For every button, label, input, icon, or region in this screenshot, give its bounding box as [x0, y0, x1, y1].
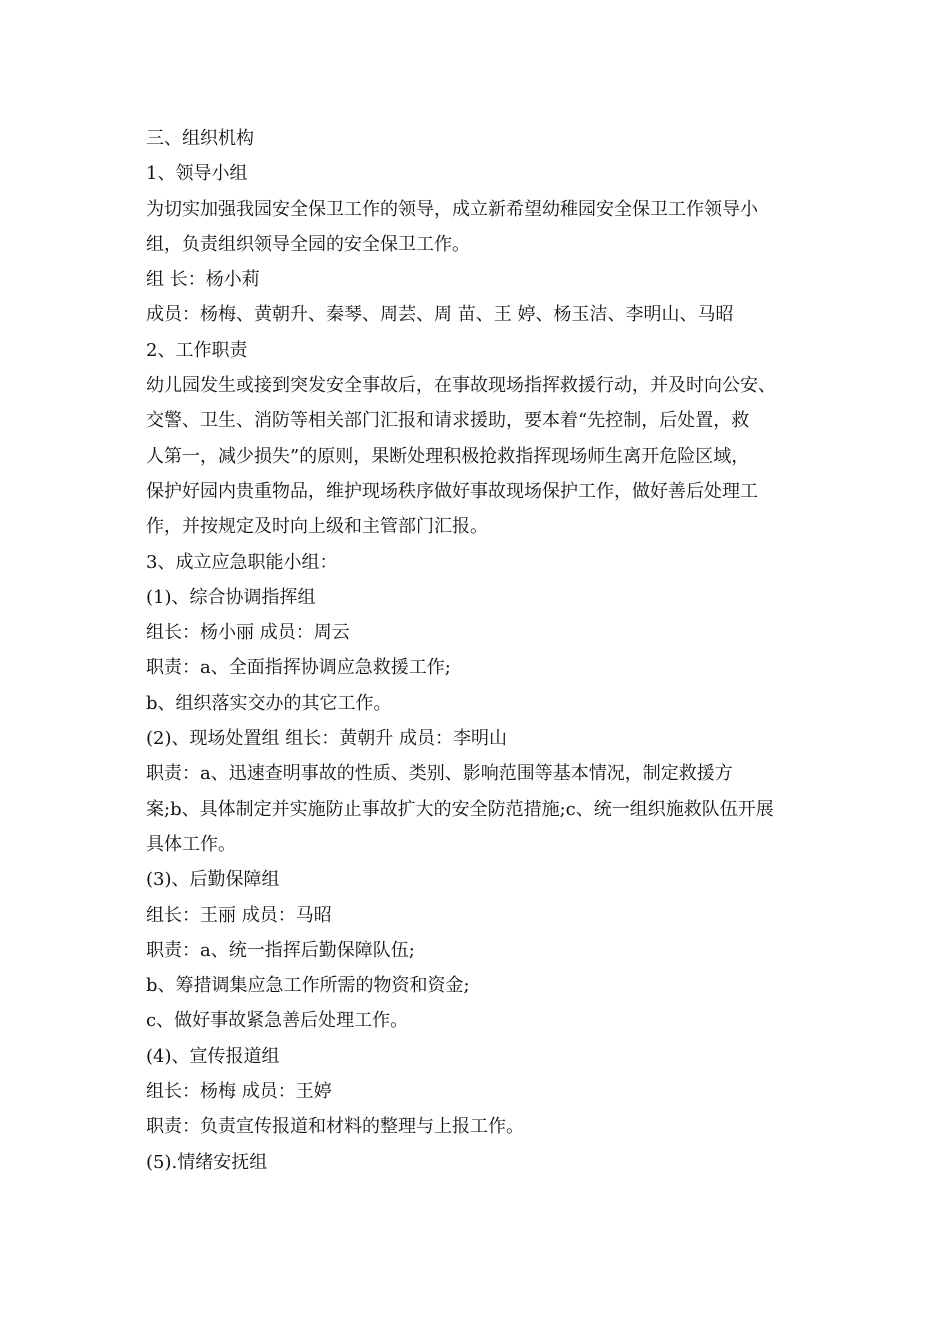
subheading-duties: 2、工作职责	[146, 339, 248, 361]
duties-line: b、筹措调集应急工作所需的物资和资金;	[146, 975, 470, 997]
duties-line: 职责：a、统一指挥后勤保障队伍;	[146, 939, 415, 961]
subheading-leadership-group: 1、领导小组	[146, 163, 248, 185]
paragraph-line: 组，负责组织领导全园的安全保卫工作。	[146, 233, 470, 255]
group-members-line: 组长：王丽 成员：马昭	[146, 904, 332, 926]
paragraph-line: 作，并按规定及时向上级和主管部门汇报。	[146, 516, 488, 538]
members-line: 成员：杨梅、黄朝升、秦琴、周芸、周 苗、王 婷、杨玉洁、李明山、马昭	[146, 304, 734, 326]
paragraph-line: 保护好园内贵重物品，维护现场秩序做好事故现场保护工作，做好善后处理工	[146, 480, 758, 502]
duties-line: b、组织落实交办的其它工作。	[146, 692, 392, 714]
group-heading-publicity: (4)、宣传报道组	[146, 1045, 280, 1067]
duties-line: 职责：a、全面指挥协调应急救援工作;	[146, 657, 451, 679]
duties-line: 具体工作。	[146, 833, 236, 855]
document-body	[146, 121, 836, 1180]
group-heading-onsite: (2)、现场处置组 组长：黄朝升 成员：李明山	[146, 728, 507, 750]
group-leader-line: 组 长：杨小莉	[146, 269, 260, 291]
duties-line: c、做好事故紧急善后处理工作。	[146, 1010, 409, 1032]
paragraph-line: 幼儿园发生或接到突发安全事故后，在事故现场指挥救援行动，并及时向公安、	[146, 375, 776, 397]
group-members-line: 组长：杨小丽 成员：周云	[146, 622, 350, 644]
subheading-emergency-groups: 3、成立应急职能小组：	[146, 551, 338, 573]
group-heading-comfort: (5).情绪安抚组	[146, 1151, 268, 1173]
duties-line: 职责：负责宣传报道和材料的整理与上报工作。	[146, 1116, 524, 1138]
duties-line: 职责：a、迅速查明事故的性质、类别、影响范围等基本情况，制定救援方	[146, 763, 733, 785]
section-heading-organization: 三、组织机构	[146, 128, 254, 149]
group-heading-logistics: (3)、后勤保障组	[146, 869, 280, 891]
group-heading-coordination: (1)、综合协调指挥组	[146, 586, 316, 608]
group-members-line: 组长：杨梅 成员：王婷	[146, 1081, 332, 1103]
paragraph-line: 为切实加强我园安全保卫工作的领导，成立新希望幼稚园安全保卫工作领导小	[146, 198, 758, 220]
duties-line: 案;b、具体制定并实施防止事故扩大的安全防范措施;c、统一组织施救队伍开展	[146, 798, 774, 820]
paragraph-line: 交警、卫生、消防等相关部门汇报和请求援助，要本着“先控制，后处置，救	[146, 410, 750, 432]
paragraph-line: 人第一，减少损失”的原则，果断处理积极抢救指挥现场师生离开危险区域，	[146, 445, 750, 467]
